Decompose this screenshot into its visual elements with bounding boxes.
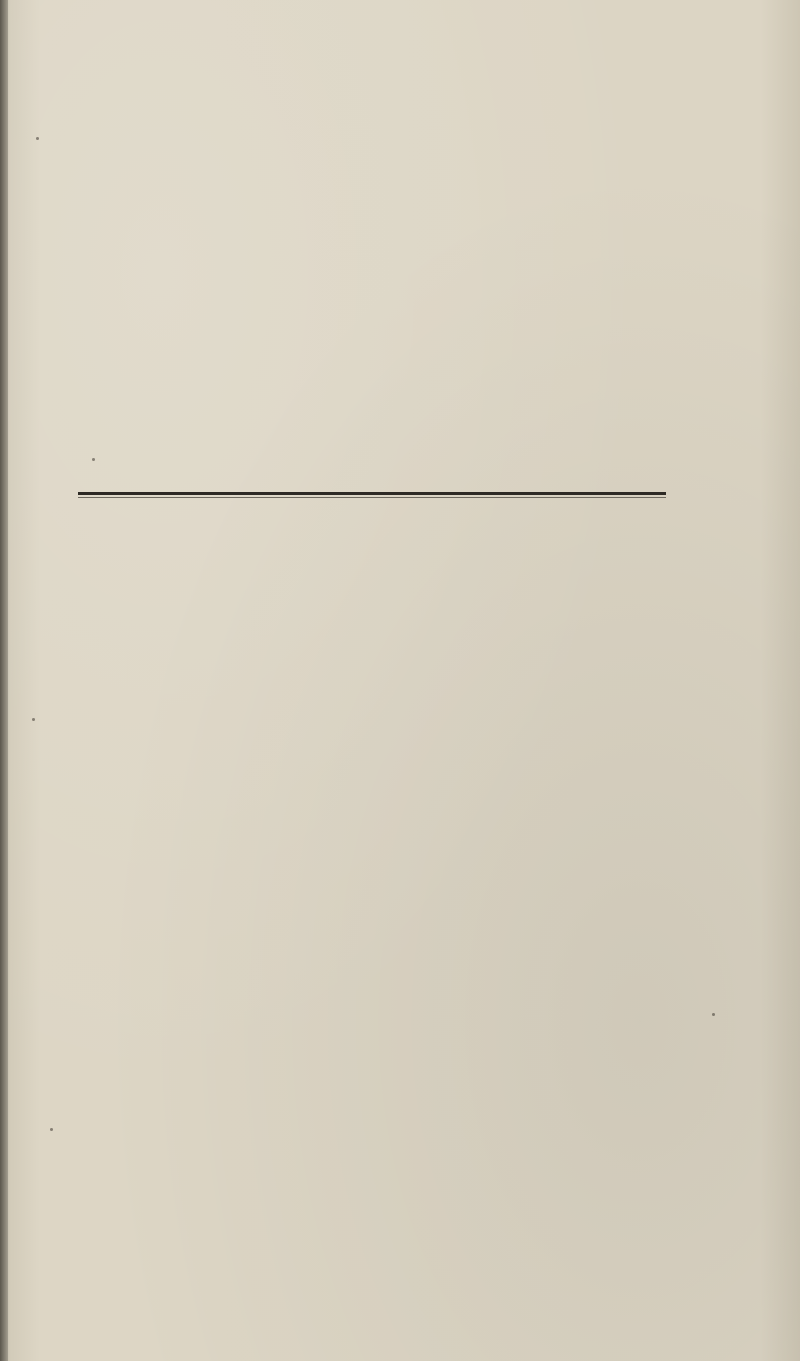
ink-speck [32, 718, 35, 721]
page-gutter [0, 0, 8, 1361]
section-divider [78, 492, 666, 495]
ink-speck [712, 1013, 715, 1016]
running-head [0, 42, 800, 82]
ink-speck [92, 458, 95, 461]
ink-speck [50, 1128, 53, 1131]
ink-speck [36, 137, 39, 140]
